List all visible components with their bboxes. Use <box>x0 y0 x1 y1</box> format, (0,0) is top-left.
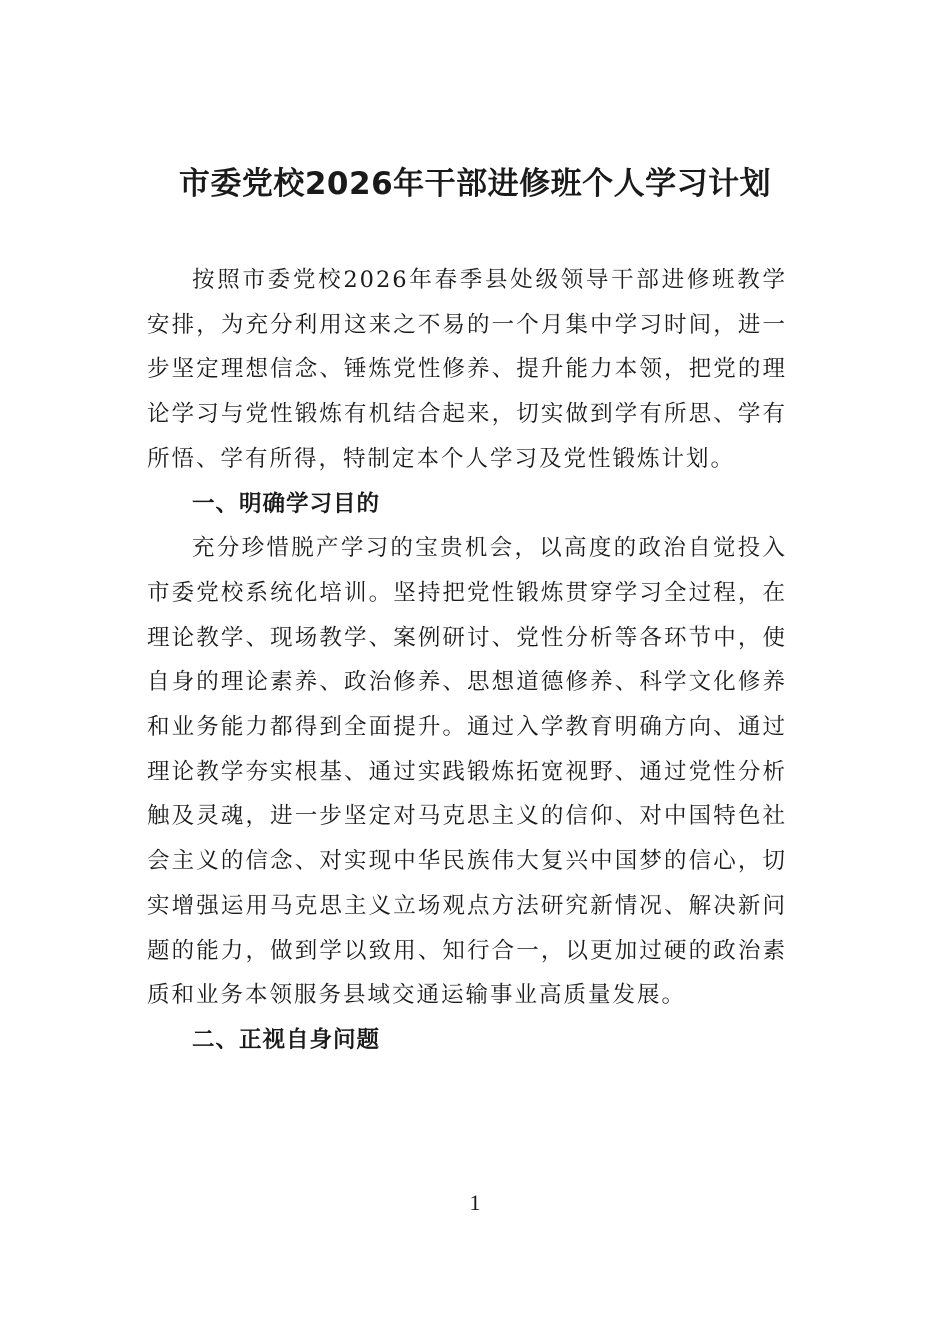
section-heading-1: 一、明确学习目的 <box>192 490 381 517</box>
page-number: 1 <box>469 1190 481 1215</box>
section-heading-2: 二、正视自身问题 <box>192 1026 381 1053</box>
document-title: 市委党校2026年干部进修班个人学习计划 <box>178 166 772 202</box>
intro-paragraph: 按照市委党校2026年春季县处级领导干部进修班教学安排，为充分利用这来之不易的一个月集中学习时间，进一步坚定理想信念、锤炼党性修养、提升能力本领，把党的理论学习与党性锻炼有机结合起来，切实做到学有所思、学有所悟、学有所得，特制定本个人学习及党性锻炼计划。 <box>147 267 787 472</box>
section-paragraph-1: 充分珍惜脱产学习的宝贵机会，以高度的政治自觉投入市委党校系统化培训。坚持把党性锻炼贯穿学习全过程，在理论教学、现场教学、案例研讨、党性分析等各环节中，使自身的理论素养、政治修养、思想道德修养、科学文化修养和业务能力都得到全面提升。通过入学教育明确方向、通过理论教学夯实根基、通过实践锻炼拓宽视野、通过党性分析触及灵魂，进一步坚定对马克思主义的信仰、对中国特色社会主义的信念、对实现中华民族伟大复兴中国梦的信心，切实增强运用马克思主义立场观点方法研究新情况、解决新问题的能力，做到学以致用、知行合一，以更加过硬的政治素质和业务本领服务县域交通运输事业高质量发展。 <box>147 535 787 1009</box>
document-body <box>147 258 787 1063</box>
